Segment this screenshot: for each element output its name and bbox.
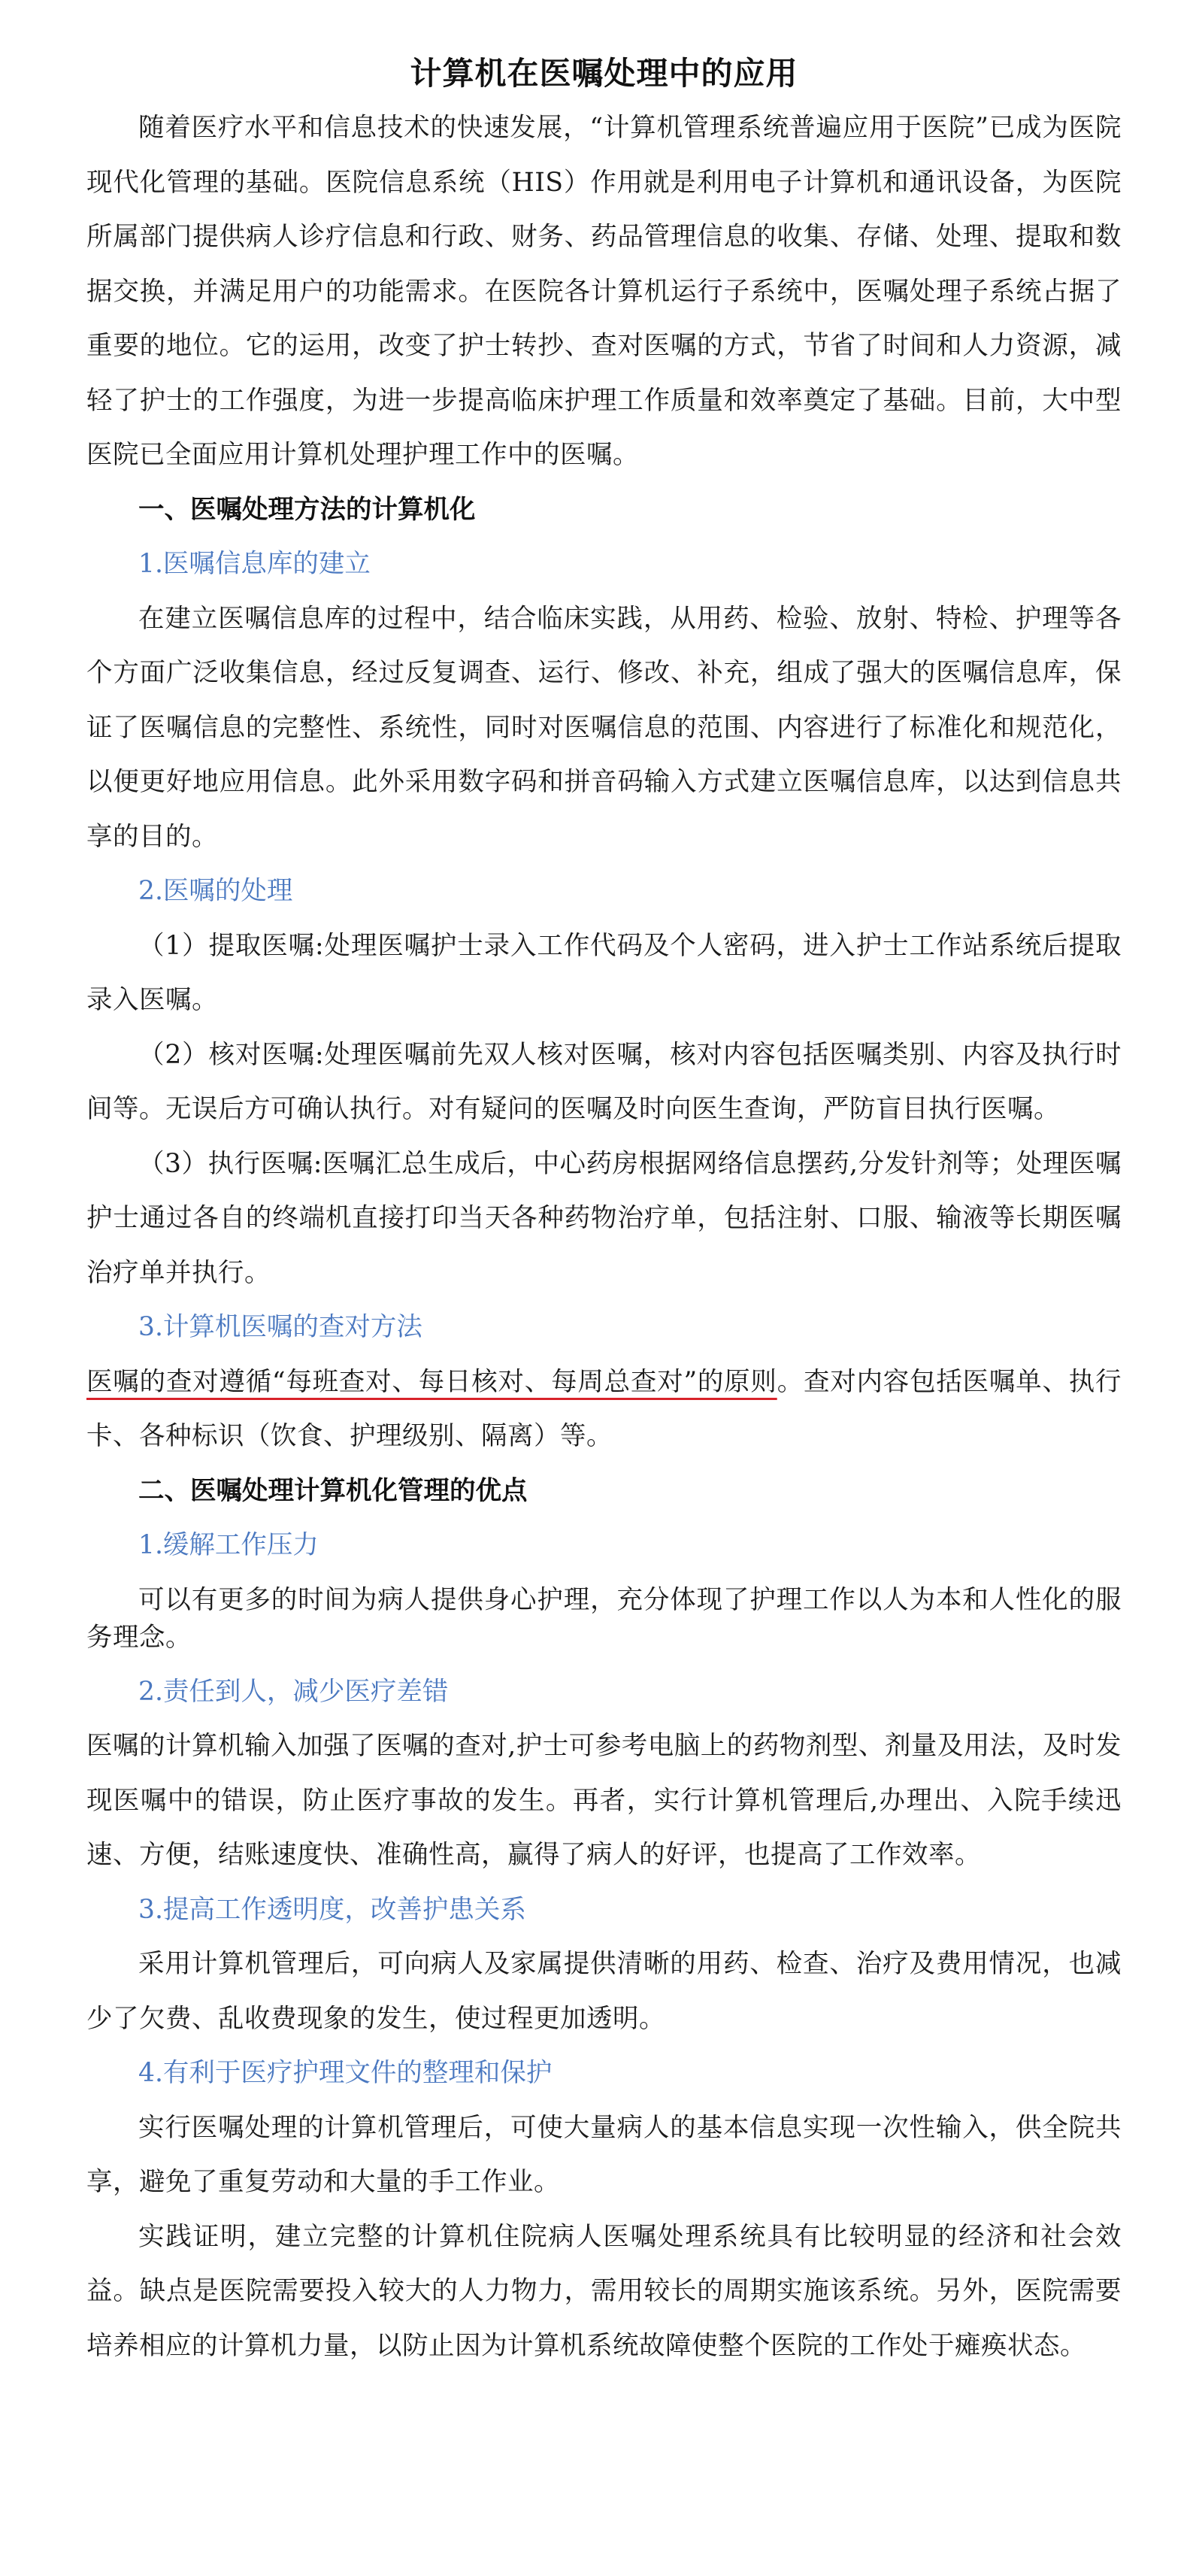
check-content-text: 。查对内容包括医嘱单、执行卡、各种标识（饮食、护理级别、隔离）等。	[86, 1366, 1122, 1451]
section-1-1-heading: 1.医嘱信息库的建立	[138, 549, 371, 579]
section-1-2-item-3: （3）执行医嘱:医嘱汇总生成后，中心药房根据网络信息摆药,分发针剂等；处理医嘱护士通过各自的终端机直接打印当天各种药物治疗单，包括注射、口服、输液等长期医嘱治疗单并执行。	[86, 1148, 1122, 1288]
check-principle-underlined: 医嘱的查对遵循“每班查对、每日核对、每周总查对”的原则	[86, 1366, 777, 1397]
section-1-2-item-2: （2）核对医嘱:处理医嘱前先双人核对医嘱，核对内容包括医嘱类别、内容及执行时间等。无误后方可确认执行。对有疑问的医嘱及时向医生查询，严防盲目执行医嘱。	[86, 1039, 1122, 1124]
section-2-4-paragraph: 实行医嘱处理的计算机管理后，可使大量病人的基本信息实现一次性输入，供全院共享，避免了重复劳动和大量的手工作业。	[86, 2112, 1122, 2197]
section-1-1-paragraph: 在建立医嘱信息库的过程中，结合临床实践，从用药、检验、放射、特检、护理等各个方面广泛收集信息，经过反复调查、运行、修改、补充，组成了强大的医嘱信息库，保证了医嘱信息的完整性、系统性，同时对医嘱信息的范围、内容进行了标准化和规范化，以便更好地应用信息。此外采用数字码和拼音码输入方式建立医嘱信息库，以达到信息共享的目的。	[86, 603, 1122, 852]
conclusion-paragraph: 实践证明，建立完整的计算机住院病人医嘱处理系统具有比较明显的经济和社会效益。缺点是医院需要投入较大的人力物力，需用较长的周期实施该系统。另外，医院需要培养相应的计算机力量，以防止因为计算机系统故障使整个医院的工作处于瘫痪状态。	[86, 2221, 1122, 2361]
section-1-3-paragraph	[86, 1355, 1122, 1464]
section-2-4-heading: 4.有利于医疗护理文件的整理和保护	[138, 2058, 553, 2088]
section-1-2-heading: 2.医嘱的处理	[138, 876, 293, 906]
section-2-3-heading: 3.提高工作透明度，改善护患关系	[138, 1894, 526, 1925]
section-2-1-heading: 1.缓解工作压力	[138, 1530, 319, 1560]
section-2-1-paragraph: 可以有更多的时间为病人提供身心护理，充分体现了护理工作以人为本和人性化的服务理念。	[86, 1584, 1122, 1653]
section-2-3-paragraph: 采用计算机管理后，可向病人及家属提供清晰的用药、检查、治疗及费用情况，也减少了欠费、乱收费现象的发生，使过程更加透明。	[86, 1949, 1122, 2034]
section-1-heading: 一、医嘱处理方法的计算机化	[138, 494, 476, 525]
section-2-heading: 二、医嘱处理计算机化管理的优点	[138, 1475, 528, 1506]
intro-paragraph: 随着医疗水平和信息技术的快速发展，“计算机管理系统普遍应用于医院”已成为医院现代化管理的基础。医院信息系统（HIS）作用就是利用电子计算机和通讯设备，为医院所属部门提供病人诊疗信息和行政、财务、药品管理信息的收集、存储、处理、提取和数据交换，并满足用户的功能需求。在医院各计算机运行子系统中，医嘱处理子系统占据了重要的地位。它的运用，改变了护士转抄、查对医嘱的方式，节省了时间和人力资源，减轻了护士的工作强度，为进一步提高临床护理工作质量和效率奠定了基础。目前，大中型医院已全面应用计算机处理护理工作中的医嘱。	[86, 113, 1122, 470]
section-1-3-heading: 3.计算机医嘱的查对方法	[138, 1312, 422, 1342]
section-1-2-item-1: （1）提取医嘱:处理医嘱护士录入工作代码及个人密码，进入护士工作站系统后提取录入医嘱。	[86, 930, 1122, 1015]
section-2-2-paragraph: 医嘱的计算机输入加强了医嘱的查对,护士可参考电脑上的药物剂型、剂量及用法，及时发现医嘱中的错误，防止医疗事故的发生。再者，实行计算机管理后,办理出、入院手续迅速、方便，结账速度快、准确性高，赢得了病人的好评，也提高了工作效率。	[86, 1731, 1122, 1870]
section-2-2-heading: 2.责任到人，减少医疗差错	[138, 1676, 449, 1707]
document-title: 计算机在医嘱处理中的应用	[410, 55, 798, 92]
